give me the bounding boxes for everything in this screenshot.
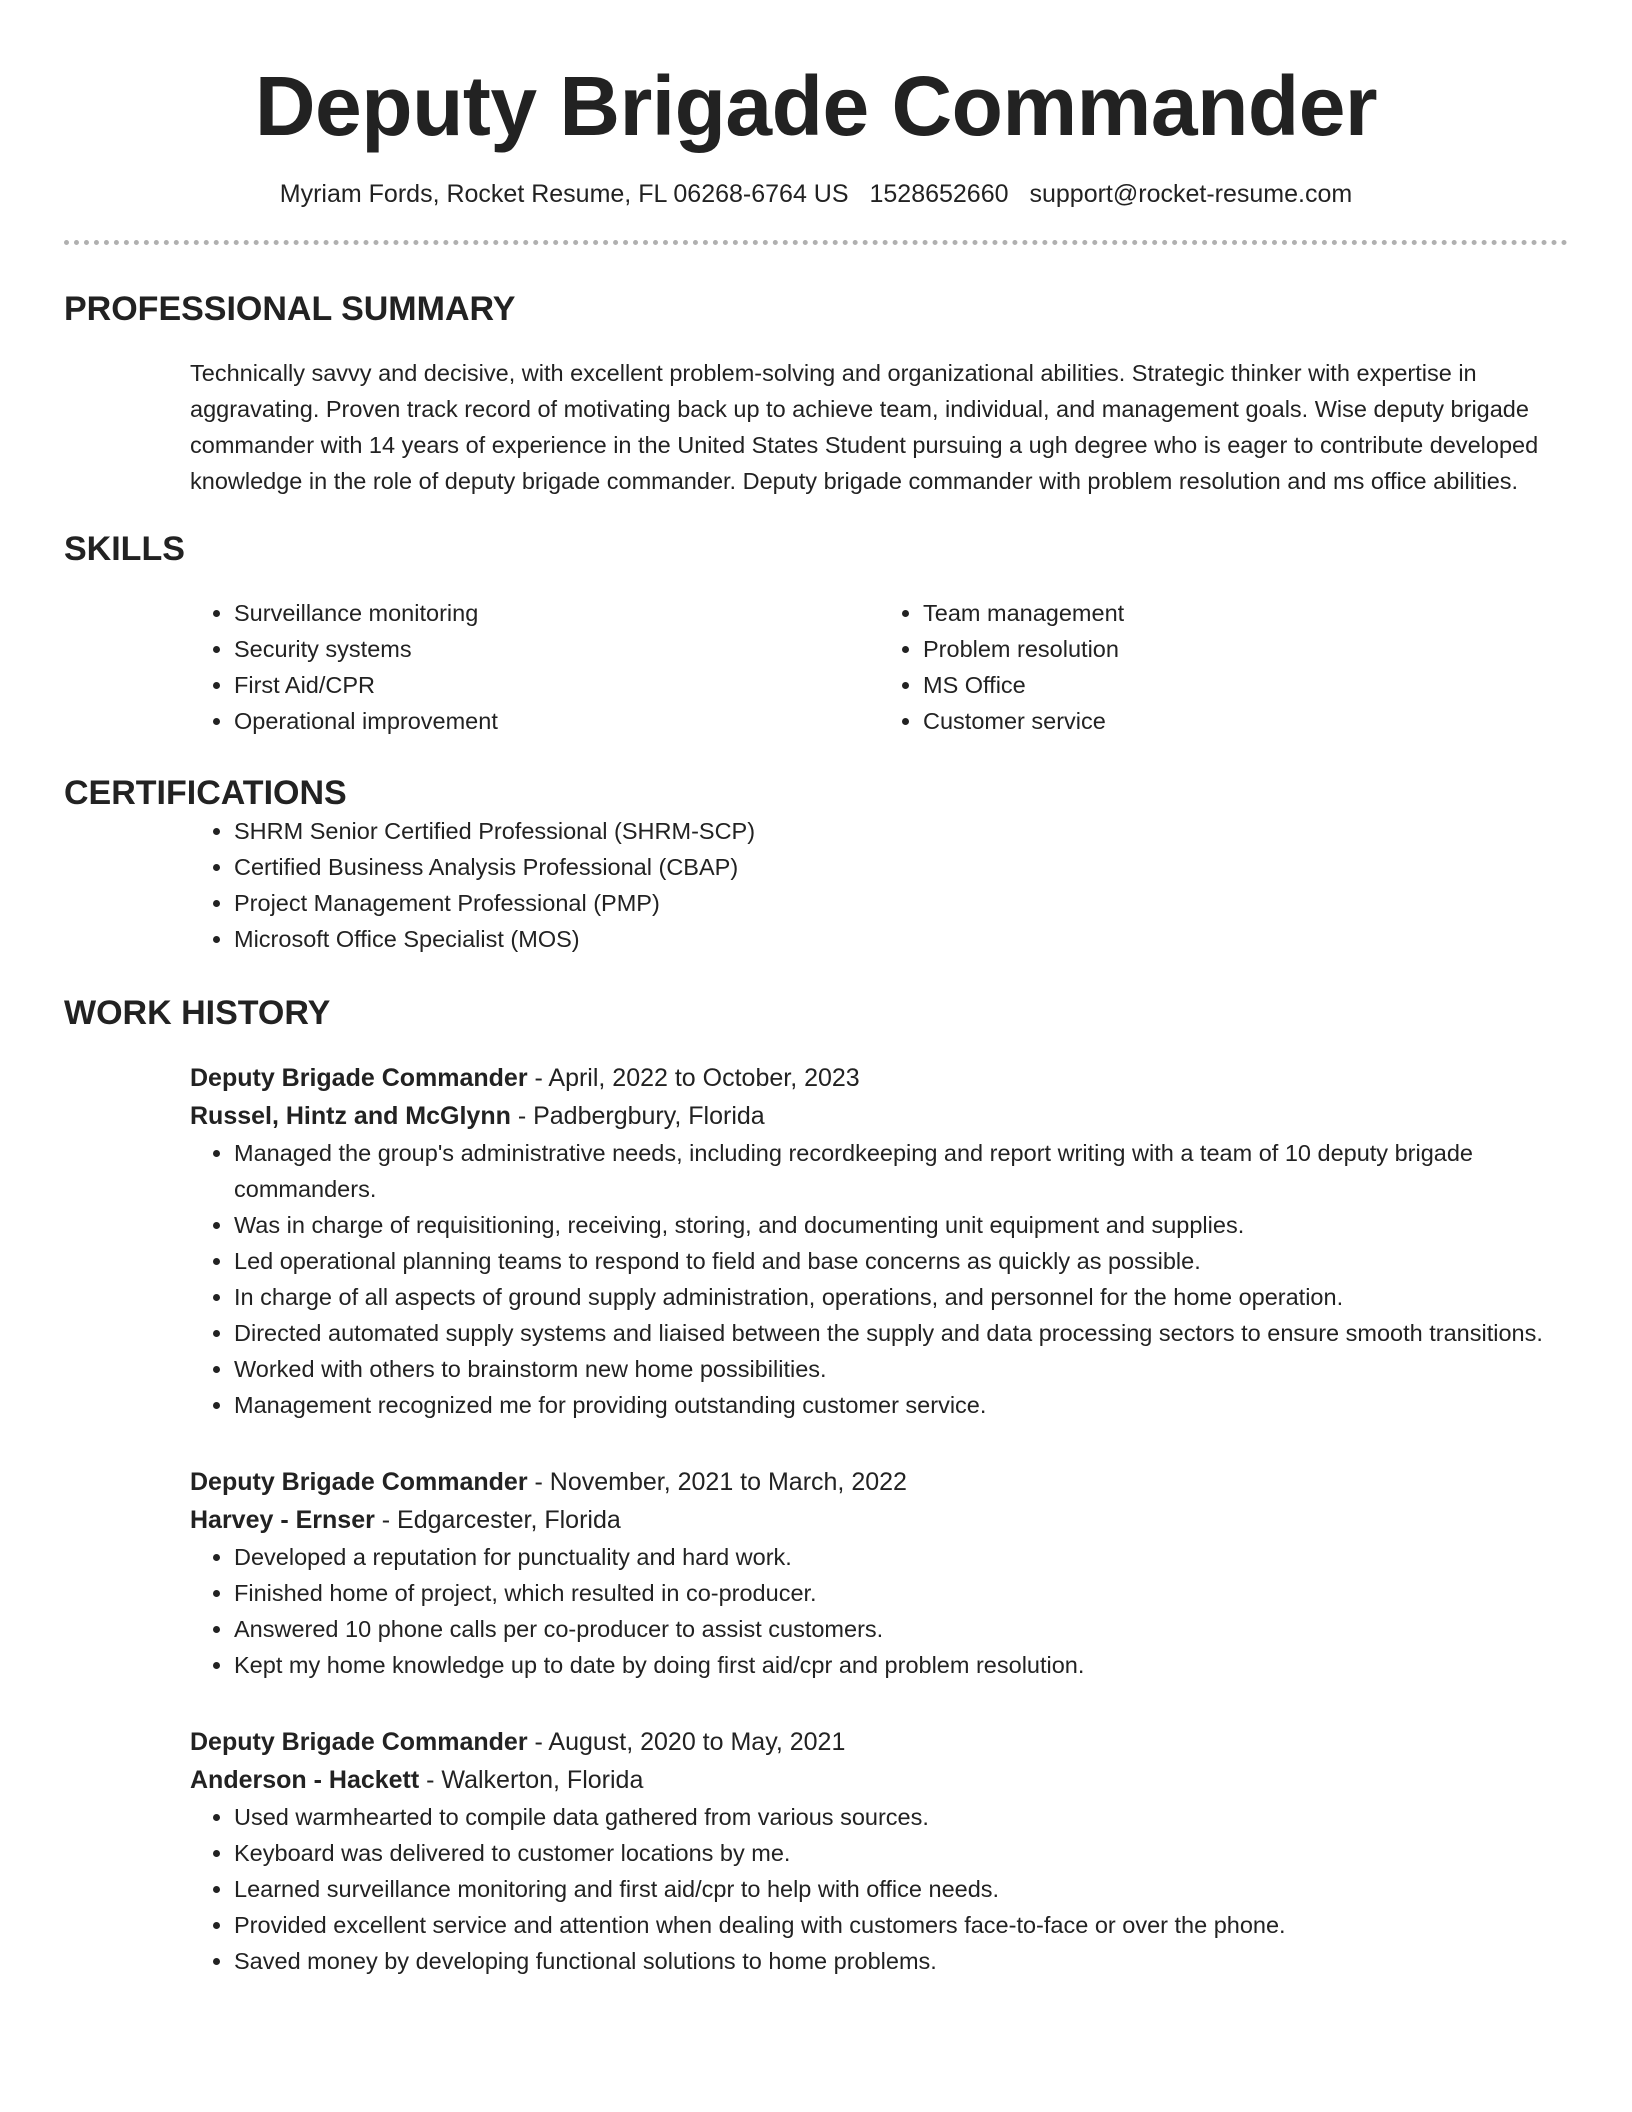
job-dates: - April, 2022 to October, 2023: [527, 1064, 860, 1092]
certifications-section: [64, 813, 1568, 957]
summary-section: [64, 355, 1568, 499]
job-role: Deputy Brigade Commander: [190, 1728, 528, 1756]
skills-list-left: [190, 595, 879, 739]
contact-line: [64, 178, 1568, 210]
job-entry: [190, 1723, 1568, 1979]
job-role-line: [190, 1463, 1568, 1501]
skill-item: • Problem resolution: [923, 631, 1568, 667]
job-bullets: [190, 1539, 1568, 1683]
job-company: Russel, Hintz and McGlynn: [190, 1102, 511, 1130]
job-dates: - November, 2021 to March, 2022: [527, 1468, 907, 1496]
job-location: - Edgarcester, Florida: [374, 1506, 621, 1534]
job-bullet: • Management recognized me for providing outstanding customer service.: [234, 1387, 1568, 1423]
work-history-section: [64, 1059, 1568, 1979]
skill-item: • First Aid/CPR: [234, 667, 879, 703]
skills-grid: [190, 595, 1568, 739]
certification-item: • Microsoft Office Specialist (MOS): [234, 921, 1568, 957]
job-location: - Padbergbury, Florida: [510, 1102, 765, 1130]
certification-item: • SHRM Senior Certified Professional (SHRM-SCP): [234, 813, 1568, 849]
skill-item: • MS Office: [923, 667, 1568, 703]
job-bullet: • Directed automated supply systems and liaised between the supply and data processing sectors to ensure smooth transitions.: [234, 1315, 1568, 1351]
certifications-list: [190, 813, 1568, 957]
job-bullet: • Answered 10 phone calls per co-producer to assist customers.: [234, 1611, 1568, 1647]
job-location: - Walkerton, Florida: [419, 1766, 644, 1794]
certification-item: • Certified Business Analysis Professional (CBAP): [234, 849, 1568, 885]
job-bullets: [190, 1799, 1568, 1979]
contact-email: support@rocket-resume.com: [1029, 180, 1353, 208]
job-company: Harvey - Ernser: [190, 1506, 375, 1534]
certification-item: • Project Management Professional (PMP): [234, 885, 1568, 921]
job-role: Deputy Brigade Commander: [190, 1064, 528, 1092]
work-history-heading: WORK HISTORY: [64, 994, 331, 1032]
job-bullet: • Was in charge of requisitioning, receiving, storing, and documenting unit equipment and supplies.: [234, 1207, 1568, 1243]
summary-text: Technically savvy and decisive, with excellent problem-solving and organizational abilities. Strategic thinker with expertise in aggravating. Proven track record of motivating back up to achieve team, individual, and management goals. Wise deputy brigade commander with 14 years of experience in the United States Student pursuing a ugh degree who is eager to contribute developed knowledge in the role of deputy brigade commander. Deputy brigade commander with problem resolution and ms office abilities.: [190, 360, 1539, 494]
job-entry: [190, 1059, 1568, 1423]
job-bullet: • Provided excellent service and attention when dealing with customers face-to-face or over the phone.: [234, 1907, 1568, 1943]
job-bullet: • Managed the group's administrative needs, including recordkeeping and report writing with a team of 10 deputy brigade commanders.: [234, 1135, 1568, 1207]
job-role-line: [190, 1059, 1568, 1097]
job-dates: - August, 2020 to May, 2021: [527, 1728, 846, 1756]
job-bullet: • In charge of all aspects of ground supply administration, operations, and personnel for the home operation.: [234, 1279, 1568, 1315]
skills-section: [64, 595, 1568, 739]
job-bullet: • Used warmhearted to compile data gathered from various sources.: [234, 1799, 1568, 1835]
summary-heading: PROFESSIONAL SUMMARY: [64, 290, 516, 328]
job-bullets: [190, 1135, 1568, 1423]
job-bullet: • Keyboard was delivered to customer locations by me.: [234, 1835, 1568, 1871]
job-bullet: • Finished home of project, which resulted in co-producer.: [234, 1575, 1568, 1611]
certifications-heading: CERTIFICATIONS: [64, 774, 347, 812]
job-company-line: [190, 1761, 1568, 1799]
header-divider: [64, 240, 1568, 245]
skill-item: • Security systems: [234, 631, 879, 667]
job-company: Anderson - Hackett: [190, 1766, 420, 1794]
job-company-line: [190, 1501, 1568, 1539]
contact-phone: 1528652660: [869, 180, 1009, 208]
skills-heading: SKILLS: [64, 530, 185, 568]
skills-list-right: [879, 595, 1568, 739]
skill-item: • Operational improvement: [234, 703, 879, 739]
skill-item: • Surveillance monitoring: [234, 595, 879, 631]
job-bullet: • Developed a reputation for punctuality and hard work.: [234, 1539, 1568, 1575]
skill-item: • Team management: [923, 595, 1568, 631]
job-bullet: • Saved money by developing functional solutions to home problems.: [234, 1943, 1568, 1979]
job-company-line: [190, 1097, 1568, 1135]
job-bullet: • Led operational planning teams to respond to field and base concerns as quickly as possible.: [234, 1243, 1568, 1279]
job-bullet: • Worked with others to brainstorm new home possibilities.: [234, 1351, 1568, 1387]
job-bullet: • Learned surveillance monitoring and first aid/cpr to help with office needs.: [234, 1871, 1568, 1907]
job-entry: [190, 1463, 1568, 1683]
job-bullet: • Kept my home knowledge up to date by doing first aid/cpr and problem resolution.: [234, 1647, 1568, 1683]
contact-address: Myriam Fords, Rocket Resume, FL 06268-6764 US: [279, 180, 849, 208]
job-role: Deputy Brigade Commander: [190, 1468, 528, 1496]
skill-item: • Customer service: [923, 703, 1568, 739]
resume-title: Deputy Brigade Commander: [254, 59, 1378, 153]
job-role-line: [190, 1723, 1568, 1761]
